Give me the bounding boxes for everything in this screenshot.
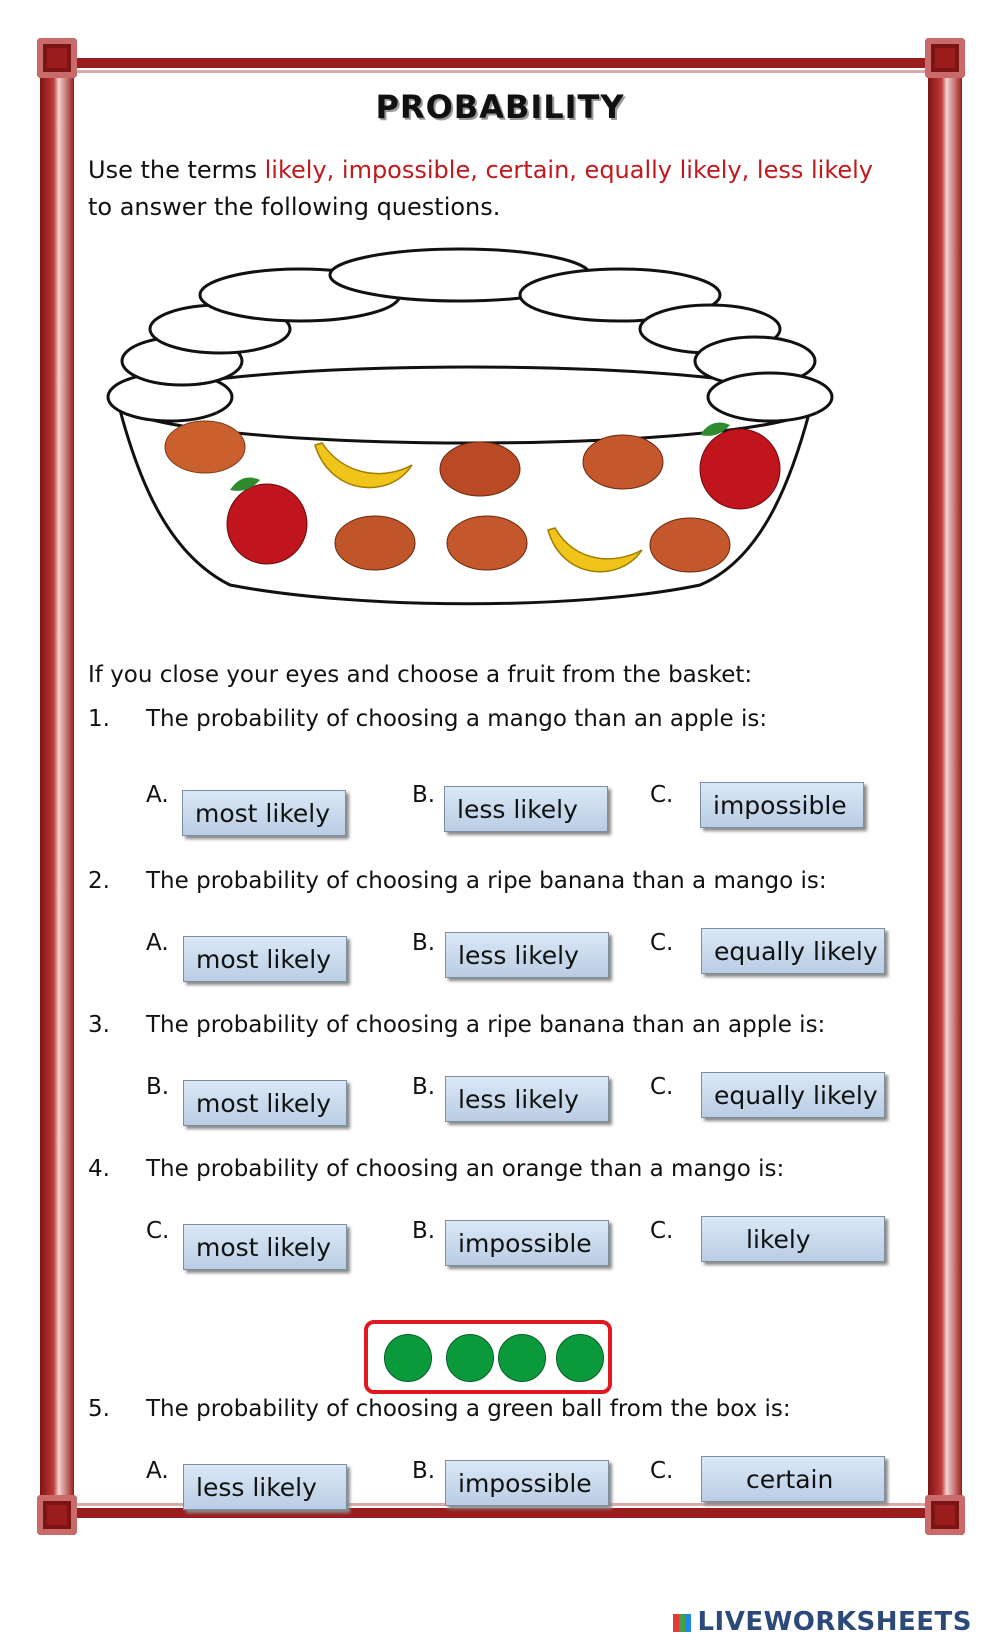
option-letter: B. [412,782,436,808]
question-text: The probability of choosing a green ball from the box is: [146,1396,791,1422]
corner-ornament [925,1495,965,1535]
corner-ornament [37,1495,77,1535]
green-ball [446,1334,494,1382]
green-ball [384,1334,432,1382]
mango-fruit [583,435,663,489]
answer-choice[interactable]: most likely [183,1080,347,1126]
watermark-text: LIVEWORKSHEETS [697,1607,972,1637]
option-letter: A. [146,1458,169,1484]
answer-choice[interactable]: certain [701,1456,885,1502]
apple-fruit [227,484,307,564]
question-number: 3. [88,1012,110,1038]
instructions-prefix: Use the terms [88,156,265,184]
corner-ornament [37,38,77,78]
option-letter: C. [650,1458,674,1484]
answer-choice[interactable]: less likely [183,1464,347,1510]
fruit-basket-illustration [100,245,840,615]
question-1 [88,706,767,732]
ball-box [364,1320,612,1394]
mango-fruit [440,442,520,496]
option-letter: B. [412,1458,436,1484]
answer-choice[interactable]: equally likely [701,928,885,974]
apple-fruit [700,429,780,509]
instructions-terms: likely, impossible, certain, equally likely, less likely [264,156,873,184]
question-prompt: If you close your eyes and choose a fruit from the basket: [88,662,753,688]
question-number: 1. [88,706,110,732]
answer-choice[interactable]: most likely [183,1224,347,1270]
basket-handle-segment [708,373,832,421]
green-ball [556,1334,604,1382]
mango-fruit [335,516,415,570]
option-letter: C. [146,1218,170,1244]
question-2 [88,868,827,894]
answer-choice[interactable]: impossible [700,782,864,828]
answer-choice[interactable]: less likely [445,1076,609,1122]
mango-fruit [165,421,245,473]
answer-choice[interactable]: less likely [445,932,609,978]
answer-choice[interactable]: likely [701,1216,885,1262]
question-number: 2. [88,868,110,894]
option-letter: B. [146,1074,170,1100]
option-letter: B. [412,1218,436,1244]
question-5 [88,1396,791,1422]
liveworksheets-logo [673,1607,972,1637]
option-letter: B. [412,1074,436,1100]
question-text: The probability of choosing a ripe banana than an apple is: [146,1012,826,1038]
question-text: The probability of choosing a ripe banana than a mango is: [146,868,827,894]
corner-ornament [925,38,965,78]
instructions-suffix: to answer the following questions. [88,193,501,221]
option-letter: C. [650,930,674,956]
answer-choice[interactable]: impossible [445,1460,609,1506]
option-letter: A. [146,782,169,808]
border-right [928,40,962,1532]
mango-fruit [650,518,730,572]
question-text: The probability of choosing an orange than a mango is: [146,1156,785,1182]
option-letter: C. [650,1074,674,1100]
liveworksheets-icon [673,1614,691,1632]
question-4 [88,1156,784,1182]
instructions [88,152,878,226]
answer-choice[interactable]: less likely [444,786,608,832]
answer-choice[interactable]: equally likely [701,1072,885,1118]
answer-choice[interactable]: most likely [183,936,347,982]
option-letter: A. [146,930,169,956]
question-3 [88,1012,825,1038]
question-text: The probability of choosing a mango than an apple is: [146,706,768,732]
green-ball [498,1334,546,1382]
option-letter: B. [412,930,436,956]
border-top [60,58,942,68]
question-number: 4. [88,1156,110,1182]
answer-choice[interactable]: most likely [182,790,346,836]
option-letter: C. [650,1218,674,1244]
answer-choice[interactable]: impossible [445,1220,609,1266]
question-number: 5. [88,1396,110,1422]
page-title: PROBABILITY [375,88,625,126]
border-top-inner [60,70,942,73]
option-letter: C. [650,782,674,808]
mango-fruit [447,516,527,570]
border-left [40,40,74,1532]
